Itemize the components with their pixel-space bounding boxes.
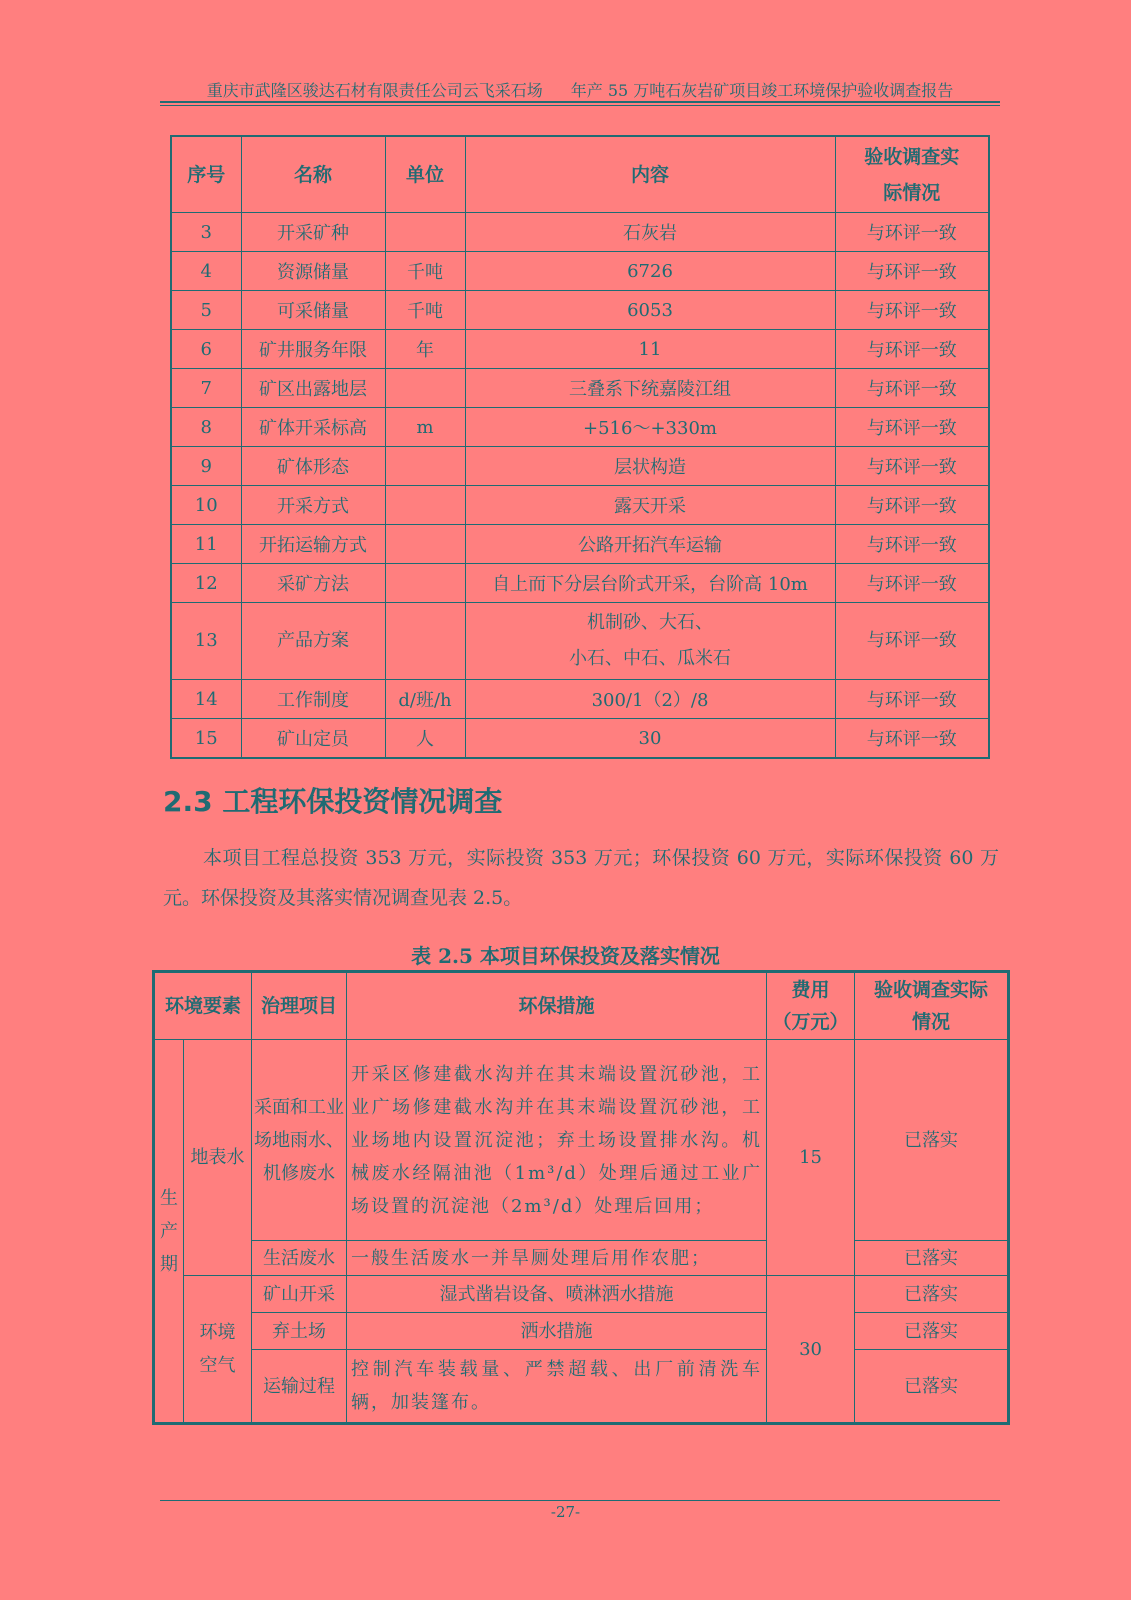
cell-measure: 洒水措施 [347,1313,767,1350]
cell-item: 弃土场 [252,1313,347,1350]
cell-content: 30 [465,719,835,759]
cell-content: 石灰岩 [465,213,835,252]
col-header-content: 内容 [465,136,835,213]
cell-seq: 10 [171,486,241,525]
cell-seq: 9 [171,447,241,486]
table-header-row [171,136,989,213]
header-company: 重庆市武隆区骏达石材有限责任公司云飞采石场 [206,81,543,100]
cell-unit [385,564,465,603]
cell-name: 矿井服务年限 [241,330,385,369]
table-header-row [154,972,1009,1040]
project-overview-table [170,135,990,759]
table-row [171,408,989,447]
period-label: 生 产 期 [160,1187,178,1275]
cell-unit [385,525,465,564]
cell-seq: 8 [171,408,241,447]
table-row [171,603,989,680]
cell-content: 300/1（2）/8 [465,680,835,719]
table-row [154,1241,1009,1276]
table-row [171,525,989,564]
table-row [171,330,989,369]
cell-unit: d/班/h [385,680,465,719]
col-header-item: 治理项目 [252,972,347,1040]
cell-unit: 人 [385,719,465,759]
cell-item: 运输过程 [252,1350,347,1424]
cell-name: 矿体开采标高 [241,408,385,447]
cell-status: 已落实 [855,1040,1009,1241]
cell-status: 与环评一致 [835,486,989,525]
cell-cost: 30 [767,1276,855,1424]
table-row [154,1040,1009,1241]
cell-period [154,1040,184,1424]
cell-name: 开采方式 [241,486,385,525]
header-rule-thin [160,105,1000,106]
table-row [154,1276,1009,1313]
cell-content: 三叠系下统嘉陵江组 [465,369,835,408]
cell-unit [385,486,465,525]
cell-seq: 13 [171,603,241,680]
cell-content: 自上而下分层台阶式开采，台阶高 10m [465,564,835,603]
cell-item: 采面和工业场地雨水、机修废水 [252,1040,347,1241]
cell-status: 与环评一致 [835,719,989,759]
table-caption: 表 2.5 本项目环保投资及落实情况 [411,944,720,968]
cell-name: 可采储量 [241,291,385,330]
col-header-seq: 序号 [171,136,241,213]
cell-status: 已落实 [855,1241,1009,1276]
cell-content: 6726 [465,252,835,291]
cell-measure: 一般生活废水一并旱厕处理后用作农肥； [347,1241,767,1276]
cell-measure: 湿式凿岩设备、喷淋洒水措施 [347,1276,767,1313]
table-row [171,680,989,719]
table-row [171,486,989,525]
cell-seq: 6 [171,330,241,369]
cell-status: 与环评一致 [835,408,989,447]
cell-group-air: 环境 空气 [184,1276,252,1424]
page-header [160,78,1000,101]
section-title: 2.3 工程环保投资情况调查 [163,785,503,818]
cell-status: 与环评一致 [835,213,989,252]
cell-item: 矿山开采 [252,1276,347,1313]
table-row [171,719,989,759]
cell-content: 机制砂、大石、 小石、中石、瓜米石 [465,603,835,680]
cell-content: 11 [465,330,835,369]
cell-status: 已落实 [855,1350,1009,1424]
cell-name: 产品方案 [241,603,385,680]
cell-status: 与环评一致 [835,447,989,486]
cell-item: 生活废水 [252,1241,347,1276]
cell-name: 矿区出露地层 [241,369,385,408]
cell-unit [385,213,465,252]
cell-unit: m [385,408,465,447]
cell-group-surface-water: 地表水 [184,1040,252,1276]
cell-content: 6053 [465,291,835,330]
cell-name: 资源储量 [241,252,385,291]
cell-seq: 5 [171,291,241,330]
table-row [171,564,989,603]
cell-status: 已落实 [855,1276,1009,1313]
table-row [171,447,989,486]
env-investment-table [152,970,1010,1425]
cell-status: 与环评一致 [835,564,989,603]
cell-content: 露天开采 [465,486,835,525]
cell-status: 与环评一致 [835,330,989,369]
cell-content: +516～+330m [465,408,835,447]
col-header-name: 名称 [241,136,385,213]
cell-status: 与环评一致 [835,291,989,330]
cell-name: 矿山定员 [241,719,385,759]
section-paragraph: 本项目工程总投资 353 万元，实际投资 353 万元；环保投资 60 万元，实际环保投资 60 万元。环保投资及其落实情况调查见表 2.5。 [163,847,999,909]
cell-status: 与环评一致 [835,680,989,719]
cell-name: 开采矿种 [241,213,385,252]
col-header-cost: 费用 （万元） [767,972,855,1040]
col-header-measure: 环保措施 [347,972,767,1040]
col-header-unit: 单位 [385,136,465,213]
cell-name: 矿体形态 [241,447,385,486]
cell-status: 与环评一致 [835,369,989,408]
table-row [171,252,989,291]
cell-name: 采矿方法 [241,564,385,603]
cell-seq: 3 [171,213,241,252]
col-header-status: 验收调查实际 情况 [855,972,1009,1040]
footer-rule [160,1500,1000,1501]
cell-status: 已落实 [855,1313,1009,1350]
cell-content: 层状构造 [465,447,835,486]
cell-seq: 7 [171,369,241,408]
cell-name: 开拓运输方式 [241,525,385,564]
cell-measure [347,1040,767,1241]
cell-unit [385,369,465,408]
table-row [171,369,989,408]
header-rule [160,101,1000,103]
table-row [171,291,989,330]
cell-seq: 4 [171,252,241,291]
cell-measure: 控制汽车装载量、严禁超载、出厂前清洗车辆，加装篷布。 [347,1350,767,1424]
col-header-status: 验收调查实 际情况 [835,136,989,213]
cell-unit: 年 [385,330,465,369]
table-row [154,1350,1009,1424]
cell-seq: 12 [171,564,241,603]
cell-unit [385,603,465,680]
cell-unit [385,447,465,486]
cell-cost: 15 [767,1040,855,1276]
cell-name: 工作制度 [241,680,385,719]
cell-seq: 11 [171,525,241,564]
cell-status: 与环评一致 [835,525,989,564]
col-header-element: 环境要素 [154,972,252,1040]
cell-seq: 14 [171,680,241,719]
page-number: -27- [550,1503,581,1521]
table-row [154,1313,1009,1350]
header-report-title: 年产 55 万吨石灰岩矿项目竣工环境保护验收调查报告 [570,81,954,100]
cell-unit: 千吨 [385,291,465,330]
cell-content: 公路开拓汽车运输 [465,525,835,564]
cell-status: 与环评一致 [835,603,989,680]
cell-unit: 千吨 [385,252,465,291]
table-row [171,213,989,252]
cell-status: 与环评一致 [835,252,989,291]
cell-seq: 15 [171,719,241,759]
measure-text: 开采区修建截水沟并在其末端设置沉砂池，工业广场修建截水沟并在其末端设置沉砂池，工业场地内设置沉淀池；弃土场设置排水沟。机械废水经隔油池（1m³/d）处理后通过工业广场设置的沉淀池（2m³/d）处理后回用； [351,1063,763,1217]
